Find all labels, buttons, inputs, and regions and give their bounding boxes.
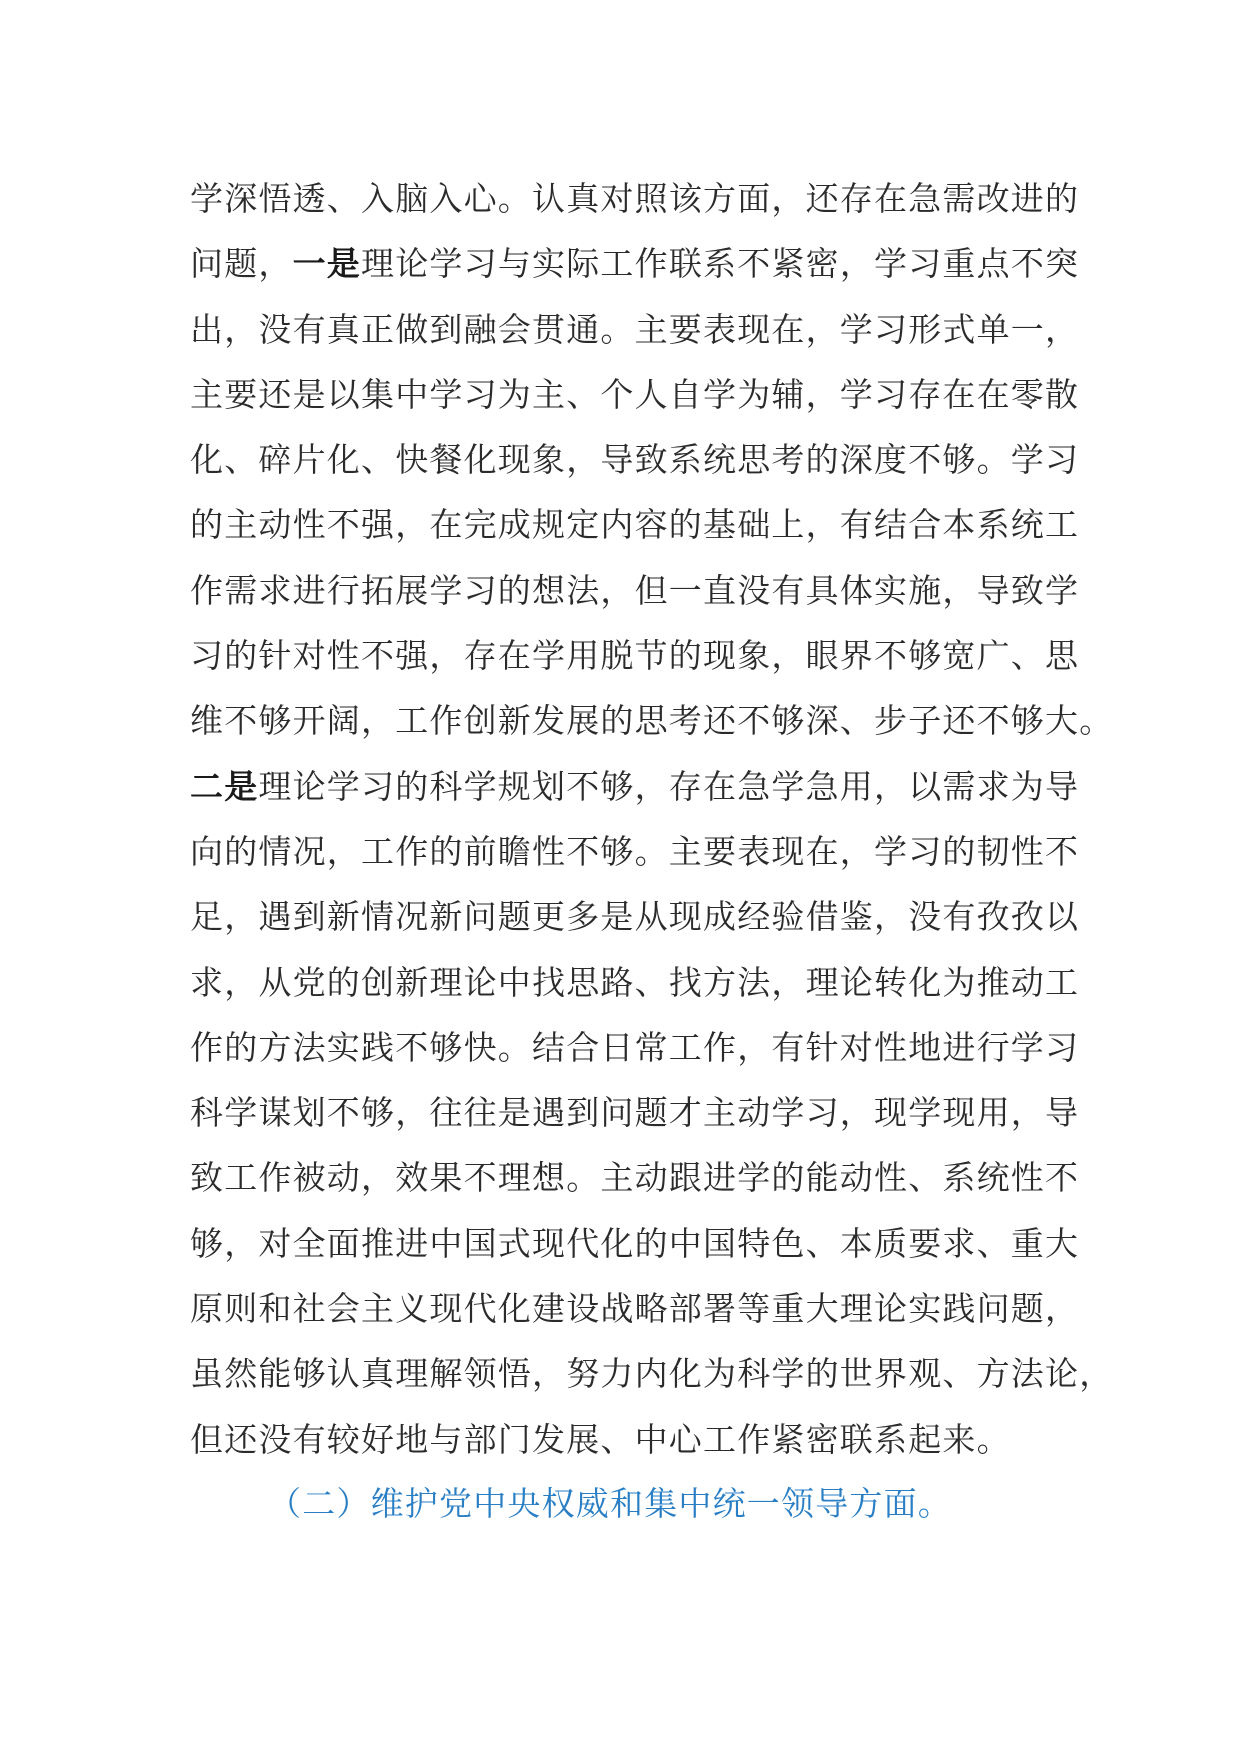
paragraph-line: 维不够开阔，工作创新发展的思考还不够深、步子还不够大。 bbox=[190, 701, 1114, 741]
paragraph-line: 作需求进行拓展学习的想法，但一直没有具体实施，导致学 bbox=[190, 570, 1080, 610]
paragraph-line: 作的方法实践不够快。结合日常工作，有针对性地进行学习 bbox=[190, 1027, 1080, 1067]
paragraph-line: 问题，一是理论学习与实际工作联系不紧密，学习重点不突 bbox=[190, 244, 1080, 284]
paragraph-line: 习的针对性不强，存在学用脱节的现象，眼界不够宽广、思 bbox=[190, 636, 1080, 676]
paragraph-line: 向的情况，工作的前瞻性不够。主要表现在，学习的韧性不 bbox=[190, 831, 1080, 871]
paragraph-line: 但还没有较好地与部门发展、中心工作紧密联系起来。 bbox=[190, 1419, 1011, 1459]
paragraph-line: 原则和社会主义现代化建设战略部署等重大理论实践问题， bbox=[190, 1289, 1080, 1329]
paragraph-line: 足，遇到新情况新问题更多是从现成经验借鉴，没有孜孜以 bbox=[190, 897, 1080, 937]
paragraph-line: 致工作被动，效果不理想。主动跟进学的能动性、系统性不 bbox=[190, 1158, 1080, 1198]
paragraph-line: 科学谋划不够，往往是遇到问题才主动学习，现学现用，导 bbox=[190, 1093, 1080, 1133]
emphasis-label: 一是 bbox=[292, 244, 362, 284]
paragraph-line: 求，从党的创新理论中找思路、找方法，理论转化为推动工 bbox=[190, 962, 1080, 1002]
paragraph-line: 虽然能够认真理解领悟，努力内化为科学的世界观、方法论， bbox=[190, 1354, 1114, 1394]
paragraph-line: 学深悟透、入脑入心。认真对照该方面，还存在急需改进的 bbox=[190, 179, 1080, 218]
body-paragraph bbox=[190, 166, 1114, 1472]
paragraph-line: 二是理论学习的科学规划不够，存在急学急用，以需求为导 bbox=[190, 766, 1080, 806]
section-heading: （二）维护党中央权威和集中统一领导方面。 bbox=[268, 1484, 952, 1523]
emphasis-label: 二是 bbox=[190, 766, 259, 806]
paragraph-line: 出，没有真正做到融会贯通。主要表现在，学习形式单一， bbox=[190, 309, 1080, 349]
paragraph-line: 主要还是以集中学习为主、个人自学为辅，学习存在在零散 bbox=[190, 374, 1080, 414]
paragraph-line: 够，对全面推进中国式现代化的中国特色、本质要求、重大 bbox=[190, 1223, 1080, 1263]
paragraph-line: 化、碎片化、快餐化现象，导致系统思考的深度不够。学习 bbox=[190, 440, 1080, 480]
paragraph-line: 的主动性不强，在完成规定内容的基础上，有结合本系统工 bbox=[190, 505, 1080, 545]
